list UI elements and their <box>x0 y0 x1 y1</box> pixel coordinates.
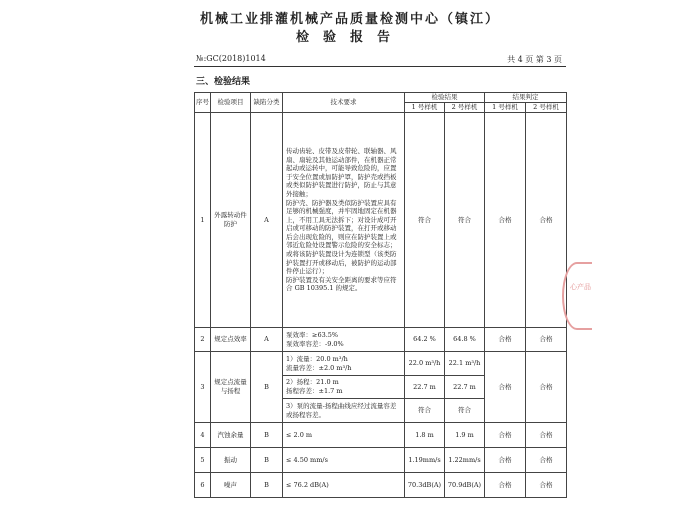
cell-item: 外露转动件防护 <box>211 113 251 328</box>
col-seq: 序号 <box>195 93 211 113</box>
cell-seq: 1 <box>195 113 211 328</box>
cell-seq: 3 <box>195 352 211 423</box>
cell-judgment-s1: 合格 <box>485 423 526 448</box>
cell-req: ≤ 2.0 m <box>283 423 405 448</box>
cell-req: 2）扬程：21.0 m 扬程容差：±1.7 m <box>283 376 405 399</box>
cell-result-s2: 22.1 m³/h <box>445 352 485 376</box>
report-number: №:GC(2018)1014 <box>196 54 266 63</box>
cell-judgment-s2: 合格 <box>526 423 567 448</box>
cell-defect: B <box>251 473 283 498</box>
stamp-text: 心产品 <box>570 283 591 291</box>
col-result-s1: 1 号样机 <box>405 103 445 113</box>
cell-judgment-s1: 合格 <box>485 473 526 498</box>
col-result: 检验结果 <box>405 93 485 103</box>
cell-result-s2: 符合 <box>445 399 485 423</box>
col-item: 检验项目 <box>211 93 251 113</box>
col-judgment-s2: 2 号样机 <box>526 103 567 113</box>
cell-judgment-s1: 合格 <box>485 352 526 423</box>
cell-req: ≤ 4.50 mm/s <box>283 448 405 473</box>
cell-result-s2: 64.8 % <box>445 328 485 352</box>
cell-judgment-s2: 合格 <box>526 352 567 423</box>
cell-result-s2: 1.22mm/s <box>445 448 485 473</box>
table-row <box>195 328 567 352</box>
page-info: 共 4 页 第 3 页 <box>507 55 562 64</box>
cell-seq: 2 <box>195 328 211 352</box>
cell-result-s2: 70.9dB(A) <box>445 473 485 498</box>
cell-result-s1: 1.19mm/s <box>405 448 445 473</box>
cell-result-s1: 64.2 % <box>405 328 445 352</box>
cell-req: 1）流量：20.0 m³/h 流量容差：±2.0 m³/h <box>283 352 405 376</box>
cell-result-s1: 70.3dB(A) <box>405 473 445 498</box>
cell-item: 汽蚀余量 <box>211 423 251 448</box>
col-defect: 缺陷分类 <box>251 93 283 113</box>
cell-defect: B <box>251 448 283 473</box>
seal-stamp <box>562 262 592 330</box>
cell-judgment-s1: 合格 <box>485 448 526 473</box>
cell-result-s1: 符合 <box>405 113 445 328</box>
cell-judgment-s2: 合格 <box>526 473 567 498</box>
cell-result-s2: 22.7 m <box>445 376 485 399</box>
cell-seq: 6 <box>195 473 211 498</box>
col-judgment: 结果判定 <box>485 93 567 103</box>
cell-item: 噪声 <box>211 473 251 498</box>
center-title: 机械工业排灌机械产品质量检测中心（镇江） <box>199 12 500 27</box>
col-judgment-s1: 1 号样机 <box>485 103 526 113</box>
cell-judgment-s2: 合格 <box>526 328 567 352</box>
table-row <box>195 448 567 473</box>
col-req: 技术要求 <box>283 93 405 113</box>
cell-defect: B <box>251 423 283 448</box>
cell-req: 泵效率：≥63.5% 泵效率容差：-9.0% <box>283 328 405 352</box>
header-row <box>195 93 567 103</box>
section-title: 三、检验结果 <box>196 77 251 87</box>
cell-result-s2: 符合 <box>445 113 485 328</box>
cell-seq: 4 <box>195 423 211 448</box>
cell-seq: 5 <box>195 448 211 473</box>
cell-judgment-s1: 合格 <box>485 328 526 352</box>
table-row <box>195 473 567 498</box>
cell-judgment-s1: 合格 <box>485 113 526 328</box>
cell-defect: B <box>251 352 283 423</box>
cell-item: 振动 <box>211 448 251 473</box>
cell-judgment-s2: 合格 <box>526 113 567 328</box>
results-table <box>194 92 567 498</box>
col-result-s2: 2 号样机 <box>445 103 485 113</box>
cell-req: ≤ 76.2 dB(A) <box>283 473 405 498</box>
cell-result-s1: 1.8 m <box>405 423 445 448</box>
report-title: 检验报告 <box>295 30 404 45</box>
table-row <box>195 423 567 448</box>
cell-result-s1: 符合 <box>405 399 445 423</box>
cell-defect: A <box>251 113 283 328</box>
header-divider <box>194 66 566 67</box>
table-row <box>195 113 567 328</box>
cell-judgment-s2: 合格 <box>526 448 567 473</box>
cell-result-s1: 22.0 m³/h <box>405 352 445 376</box>
cell-result-s2: 1.9 m <box>445 423 485 448</box>
cell-item: 规定点流量与扬程 <box>211 352 251 423</box>
table-row <box>195 352 567 376</box>
cell-req: 传动齿轮、皮带及皮带轮、联轴器、风扇、扇轮及其他运动部件，在机器正常起动或运转中，可能导致危险的，应置于安全位置或加防护罩，防护壳或挡板或类似防护装置进行防护，防止与其意外接触； 防护壳、防护器及类似防护装置应具有足够的机械强度，并牢固地固定在机器上，不用工具无法拆下；对设计成可开启或可移动的防护装置，在打开或移动后会出现危险的，则应在防护装置上或邻近危险处设置警示危险的安全标志；或将该防护装置设计为连锁型（该类防护装置打开或移动后，被防护的运动部件停止运行）； 防护装置及有关安全距离的要求等应符合 GB 10395.1 的规定。 <box>283 113 405 328</box>
cell-item: 规定点效率 <box>211 328 251 352</box>
cell-result-s1: 22.7 m <box>405 376 445 399</box>
cell-req: 3）泵的流量-扬程曲线应经过流量容差或扬程容差。 <box>283 399 405 423</box>
cell-defect: A <box>251 328 283 352</box>
